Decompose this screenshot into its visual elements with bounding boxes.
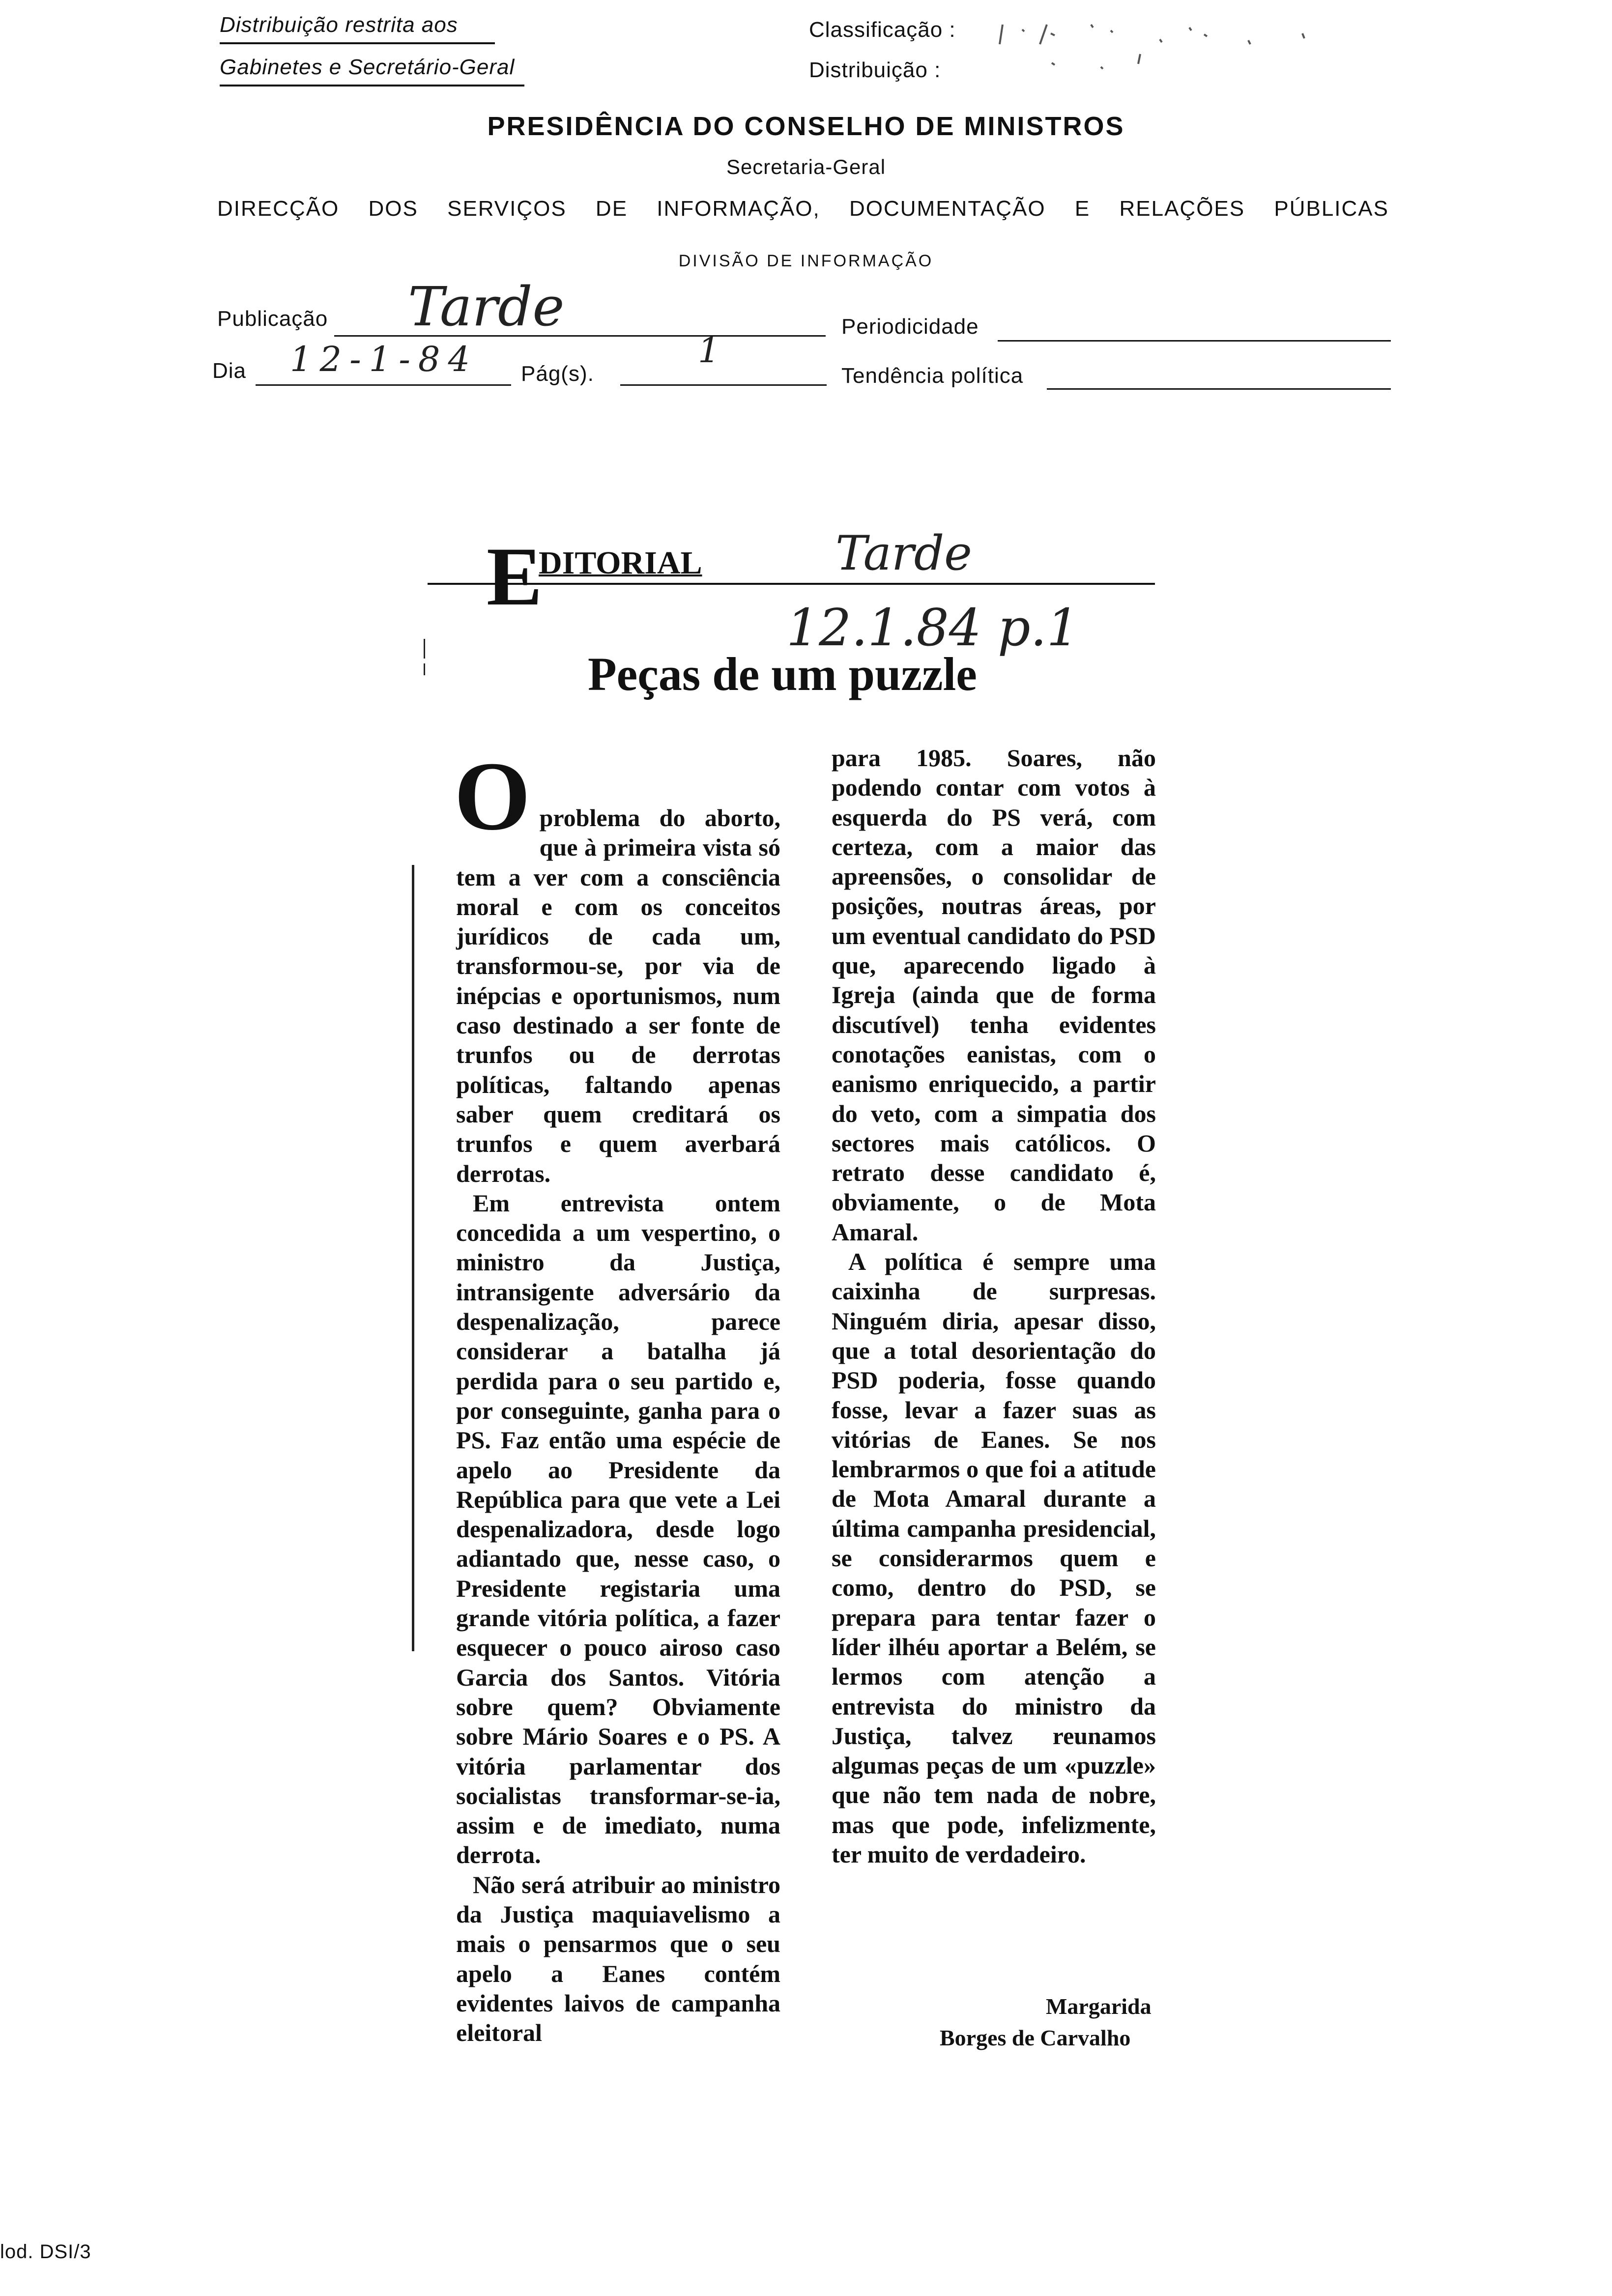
political-tendency-label: Tendência política <box>841 364 1024 388</box>
paragraph: Em entrevista ontem concedida a um vespertino, o ministro da Justiça, intransigente adversário da despenalização, parece considerar a batalha já perdida para o seu partido e, por conseguinte, ganha para o PS. Faz então uma espécie de apelo ao Presidente da República para que vete a Lei despenalizadora, desde logo adiantado que, nesse caso, o Presidente registaria uma grande vitória política, a fazer esquecer o pouco airoso caso Garcia dos Santos. Vitória sobre quem? Obviamente sobre Mário Soares e o PS. A vitória parlamentar dos socialistas transformar-se-ia, assim e de imediato, numa derrota. <box>456 1189 780 1869</box>
periodicity-label: Periodicidade <box>841 315 979 339</box>
presidency-title: PRESIDÊNCIA DO CONSELHO DE MINISTROS <box>487 112 1125 141</box>
periodicity-line <box>998 340 1391 342</box>
paragraph: A política é sempre uma caixinha de surpresas. Ninguém diria, apesar disso, que a total desorientação do PSD poderia, fosse quando fosse, levar a fazer suas as vitórias de Eanes. Se nos lembrarmos o que foi a atitude de Mota Amaral durante a última campanha presidencial, se considerarmos quem e como, dentro do PSD, se prepara para tentar fazer o líder ilhéu aportar a Belém, se lermos com atenção a entrevista do ministro da Justiça, talvez reunamos algumas peças de um «puzzle» que não tem nada de nobre, mas que pode, infelizmente, ter muito de verdadeiro. <box>832 1248 1156 1868</box>
political-tendency-line <box>1047 388 1391 390</box>
scan-artifact-mark <box>424 663 425 675</box>
distribution-restriction-line1: Distribuição restrita aos <box>220 13 458 37</box>
handwritten-date-page: 12.1.84 p.1 <box>786 598 1079 658</box>
day-handwritten: 12-1-84 <box>290 339 478 379</box>
author-surname: Borges de Carvalho <box>940 2025 1131 2050</box>
distribution-label: Distribuição : <box>809 58 941 82</box>
paragraph: problema do aborto, que à primeira vista só tem a ver com a consciência moral e com os conceitos jurídicos de cada um, transformou-se, por via de inépcias e oportunismos, num caso destinado a ser fonte de trunfos ou de derrotas políticas, faltando apenas saber quem creditará os trunfos e quem averbará derrotas. <box>456 804 780 1187</box>
headline: Peças de um puzzle <box>588 648 977 700</box>
faint-handwriting-marks <box>993 10 1327 84</box>
article-column-1 <box>454 742 780 2047</box>
editorial-initial: E <box>487 530 543 623</box>
paragraph: Não será atribuir ao ministro da Justiça maquiavelismo a mais o pensarmos que o seu apelo a Eanes contém evidentes laivos de campanha eleitoral <box>456 1870 780 2047</box>
dropcap: O <box>454 742 531 851</box>
distribution-restriction-line2: Gabinetes e Secretário-Geral <box>220 55 515 79</box>
scan-artifact-mark <box>424 639 425 659</box>
author-first-name: Margarida <box>1046 1994 1151 2019</box>
divider <box>220 42 495 44</box>
pages-handwritten: 1 <box>698 330 720 371</box>
scan-artifact-line <box>412 865 414 1651</box>
secretariat-title: Secretaria-Geral <box>726 155 886 178</box>
pages-line <box>620 384 827 386</box>
day-label: Dia <box>212 359 247 383</box>
editorial-section-label: DITORIAL <box>539 545 702 581</box>
handwritten-source: Tarde <box>835 526 972 581</box>
form-code: lod. DSI/3 <box>0 2241 91 2263</box>
publication-label: Publicação <box>217 307 328 331</box>
directorate-title: DIRECÇÃO DOS SERVIÇOS DE INFORMAÇÃO, DOCUMENTAÇÃO E RELAÇÕES PÚBLICAS <box>217 197 1389 221</box>
divider <box>220 85 524 86</box>
paragraph: para 1985. Soares, não podendo contar com votos à esquerda do PS verá, com certeza, com a maior das apreensões, o consolidar de posições, noutras áreas, por um eventual candidato do PSD que, aparecendo ligado à Igreja (ainda que de forma discutível) tenha evidentes conotações eanistas, com o eanismo enriquecido, a partir do veto, com a simpatia dos sectores mais católicos. O retrato desse candidato é, obviamente, o de Mota Amaral. <box>832 744 1156 1246</box>
article-column-2 <box>832 743 1156 1869</box>
division-title: DIVISÃO DE INFORMAÇÃO <box>678 252 934 270</box>
pages-label: Pág(s). <box>521 362 594 386</box>
publication-handwritten: Tarde <box>408 275 565 338</box>
day-line <box>256 384 511 386</box>
classification-label: Classificação : <box>809 18 956 42</box>
